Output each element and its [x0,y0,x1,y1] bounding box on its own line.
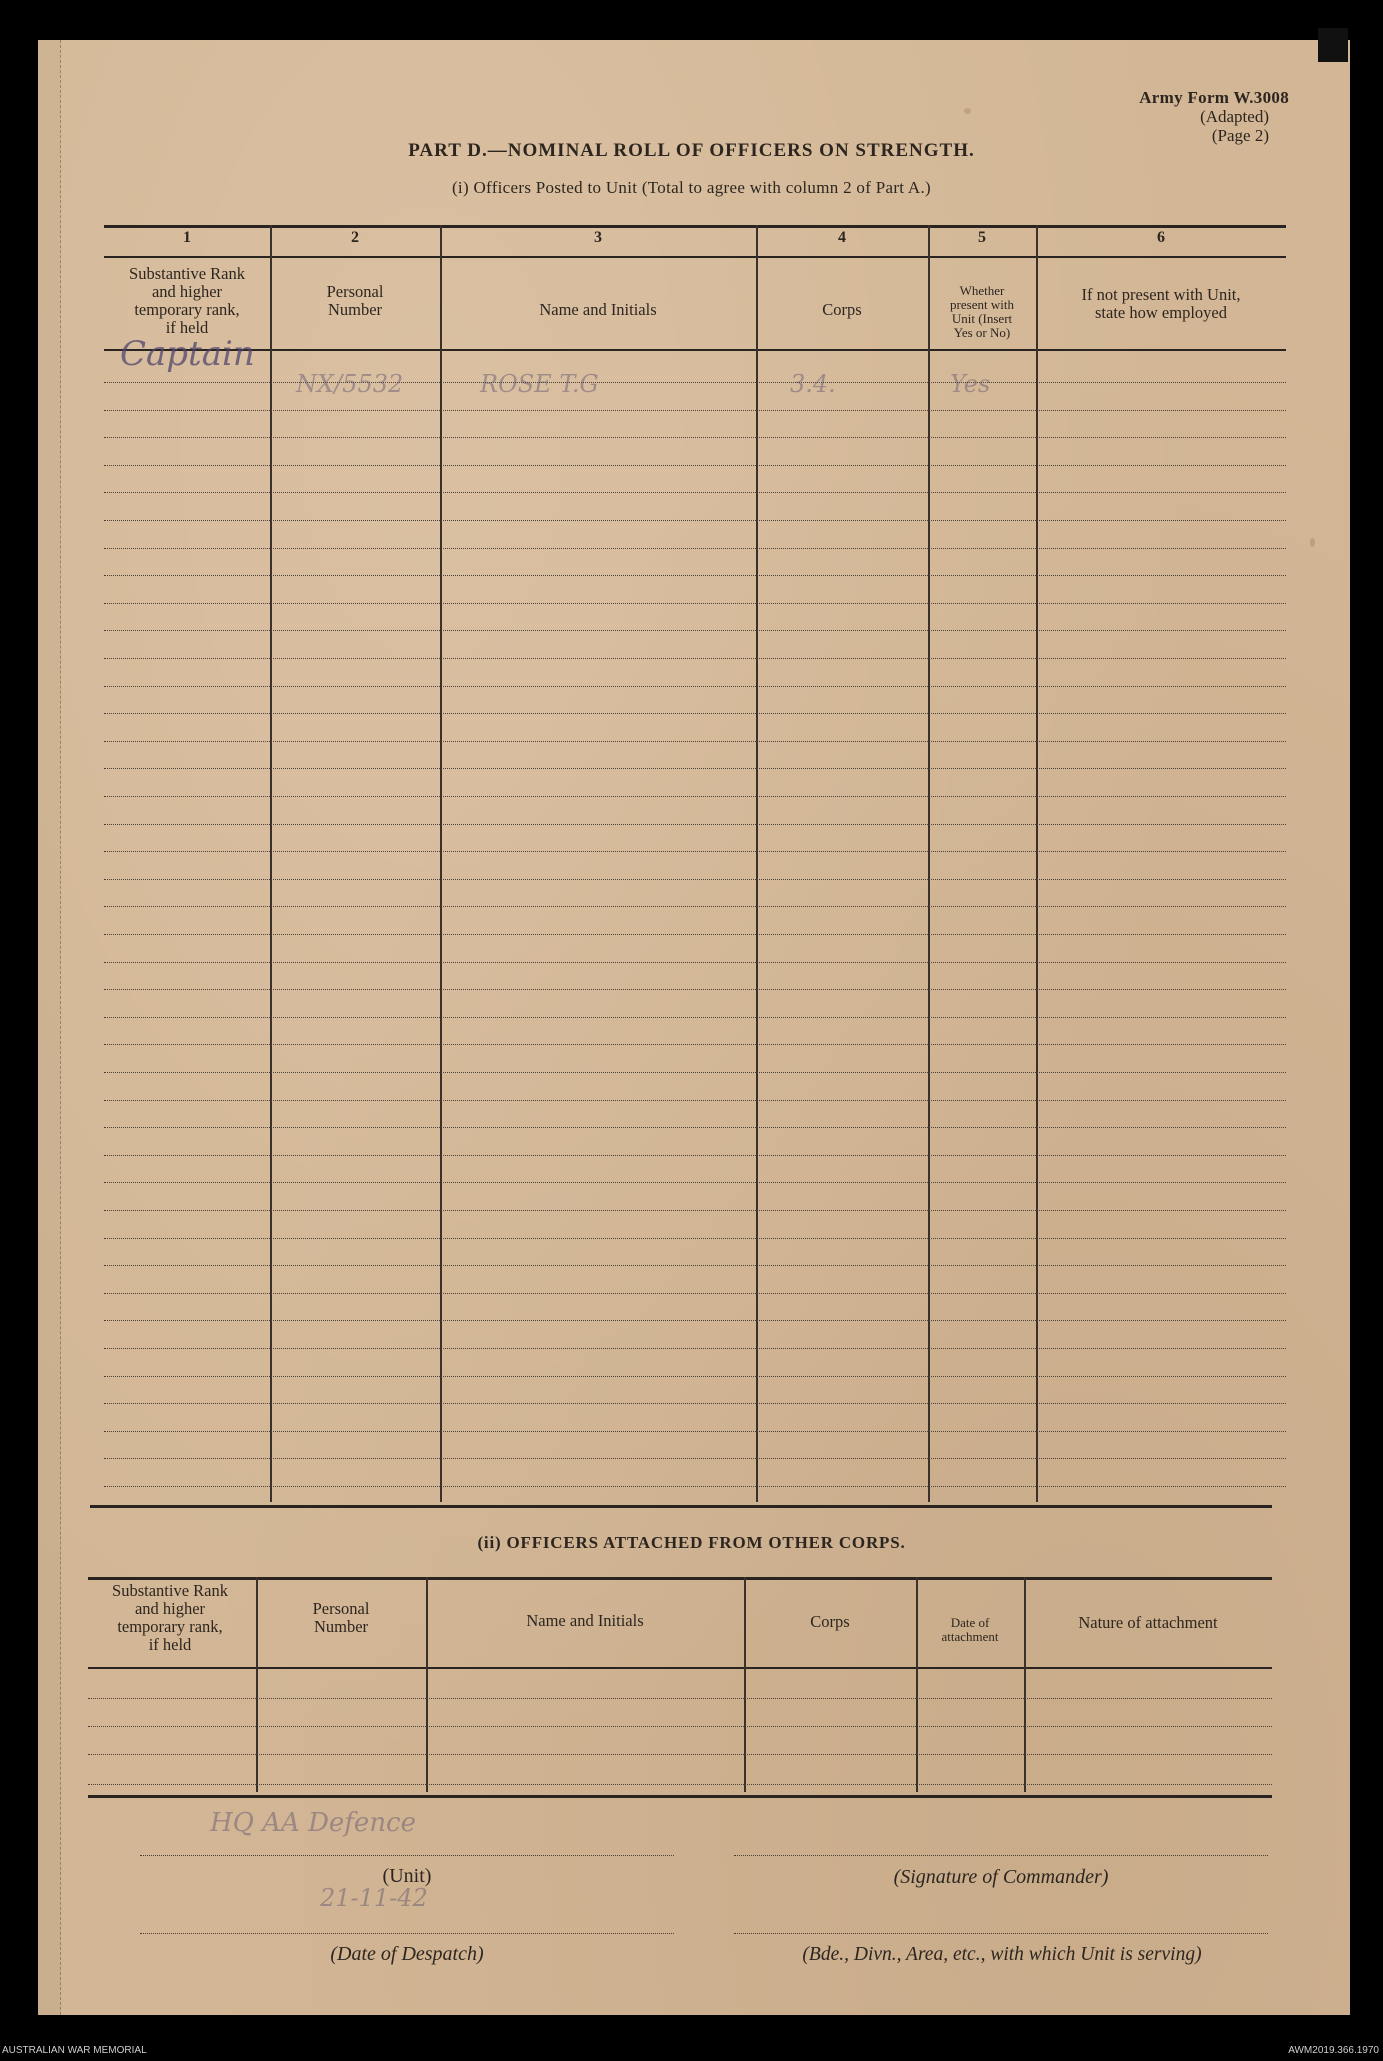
paper-stain [964,108,971,114]
table-row [104,824,1286,825]
table-row [104,1072,1286,1073]
table-row [104,465,1286,466]
column-divider [256,1577,258,1792]
date-line [140,1933,674,1934]
column-number-5: 5 [978,229,986,246]
commander-signature-label: (Signature of Commander) [893,1866,1109,1888]
handwritten-corps: 3.4. [790,370,836,398]
table-row [104,658,1286,659]
column-divider [440,225,442,1502]
header-line: Number [313,1617,369,1636]
table-row [104,1376,1286,1377]
handwritten-date: 21-11-42 [320,1884,428,1912]
serving-with-label: (Bde., Divn., Area, etc., with which Unit is serving) [802,1944,1202,1965]
header-line: state how employed [1095,303,1227,322]
header-line: Yes or No) [953,325,1011,340]
table-row [104,741,1286,742]
header-line: Number [327,300,383,319]
table-row [104,796,1286,797]
table-row [104,1044,1286,1045]
header-line: Whether [959,283,1005,298]
table-row [104,630,1286,631]
table-row [104,1320,1286,1321]
table-row [104,1127,1286,1128]
table-row [104,575,1286,576]
table-row [104,382,1286,383]
header-bottom-rule [88,1667,1272,1669]
table-row [104,879,1286,880]
header-line: and higher [134,1599,206,1618]
column-divider [1036,225,1038,1502]
table-row [104,603,1286,604]
header-line: Substantive Rank [129,264,245,283]
column-divider [916,1577,918,1792]
header-personal-number [270,283,440,319]
table-row [104,768,1286,769]
table-row [88,1784,1272,1785]
header-personal-number [256,1600,426,1636]
table-bottom-rule [88,1795,1272,1798]
table-row [104,1182,1286,1183]
table-row [104,1238,1286,1239]
table-row [104,686,1286,687]
header-line: Personal [326,282,384,301]
table-row [104,934,1286,935]
table-row [104,1017,1286,1018]
table-row [104,962,1286,963]
column-divider [270,225,272,1502]
header-corps: Corps [822,300,862,319]
column-number-2: 2 [351,229,359,246]
table-row [88,1698,1272,1699]
paper-fold-edge [38,40,61,2015]
column-number-6: 6 [1157,229,1165,246]
table-row [104,1155,1286,1156]
table-row [104,1100,1286,1101]
header-present-with-unit [928,284,1036,340]
part-d-subtitle: (i) Officers Posted to Unit (Total to agree with column 2 of Part A.) [451,178,932,197]
unit-label: (Unit) [382,1865,432,1887]
handwritten-rank: Captain [120,334,255,374]
unit-line [140,1855,674,1856]
column-divider [756,225,758,1502]
table-row [104,713,1286,714]
footer-accession-number: AWM2019.366.1970 [1288,2045,1379,2056]
header-line: Unit (Insert [951,311,1013,326]
paper-stain [1310,538,1315,547]
header-line: if held [165,318,209,337]
header-line: Substantive Rank [112,1581,228,1600]
table-top-rule [104,225,1286,228]
footer-source: AUSTRALIAN WAR MEMORIAL [2,2045,147,2056]
handwritten-personal-number: NX/5532 [296,370,404,398]
handwritten-present: Yes [950,370,991,398]
header-substantive-rank [100,265,274,337]
header-line: temporary rank, [117,1617,223,1636]
header-line: temporary rank, [134,300,240,319]
table-row [104,989,1286,990]
form-identifier [1139,88,1289,145]
table-row [104,906,1286,907]
table-row [88,1754,1272,1755]
column-number-1: 1 [183,229,191,246]
header-line: present with [950,297,1014,312]
column-divider [928,225,930,1502]
table-bottom-rule [90,1505,1272,1508]
commander-signature-line [734,1855,1268,1856]
column-divider [744,1577,746,1792]
column-divider [426,1577,428,1792]
header-name-initials: Name and Initials [526,1611,644,1630]
header-nature-of-attachment: Nature of attachment [1078,1613,1218,1632]
table-row [88,1726,1272,1727]
table-row [104,1348,1286,1349]
table-row [104,1431,1286,1432]
form-page: (Page 2) [1211,126,1269,145]
part-d-title: PART D.—NOMINAL ROLL OF OFFICERS ON STRENGTH. [408,140,975,161]
table-row [104,1403,1286,1404]
header-date-of-attachment [916,1616,1024,1644]
column-number-4: 4 [838,229,846,246]
header-line: attachment [941,1629,999,1644]
table-row [104,410,1286,411]
header-line: If not present with Unit, [1081,285,1241,304]
table-row [104,1265,1286,1266]
form-number: Army Form W.3008 [1139,88,1289,107]
table-row [104,1210,1286,1211]
table-row [104,1458,1286,1459]
column-divider [1024,1577,1026,1792]
header-how-employed [1036,286,1286,322]
date-of-despatch-label: (Date of Despatch) [330,1943,484,1965]
serving-line [734,1933,1268,1934]
page-corner-shadow [1318,28,1348,62]
table-row [104,520,1286,521]
header-bottom-rule [104,349,1286,351]
table-row [104,1486,1286,1487]
header-line: Personal [312,1599,370,1618]
header-name-initials: Name and Initials [539,300,657,319]
handwritten-name: ROSE T.G [480,370,599,398]
table-row [104,437,1286,438]
form-adapted: (Adapted) [1200,107,1269,126]
table-top-rule [88,1577,1272,1580]
section-ii-title: (ii) OFFICERS ATTACHED FROM OTHER CORPS. [477,1533,906,1552]
header-substantive-rank [84,1582,256,1654]
table-row [104,851,1286,852]
header-line: if held [148,1635,192,1654]
table-row [104,1293,1286,1294]
column-number-rule [104,256,1286,258]
column-number-3: 3 [594,229,602,246]
table-row [104,548,1286,549]
header-line: Date of [950,1615,990,1630]
header-corps: Corps [810,1612,850,1631]
header-line: and higher [151,282,223,301]
table-row [104,492,1286,493]
handwritten-unit: HQ AA Defence [210,1808,417,1838]
